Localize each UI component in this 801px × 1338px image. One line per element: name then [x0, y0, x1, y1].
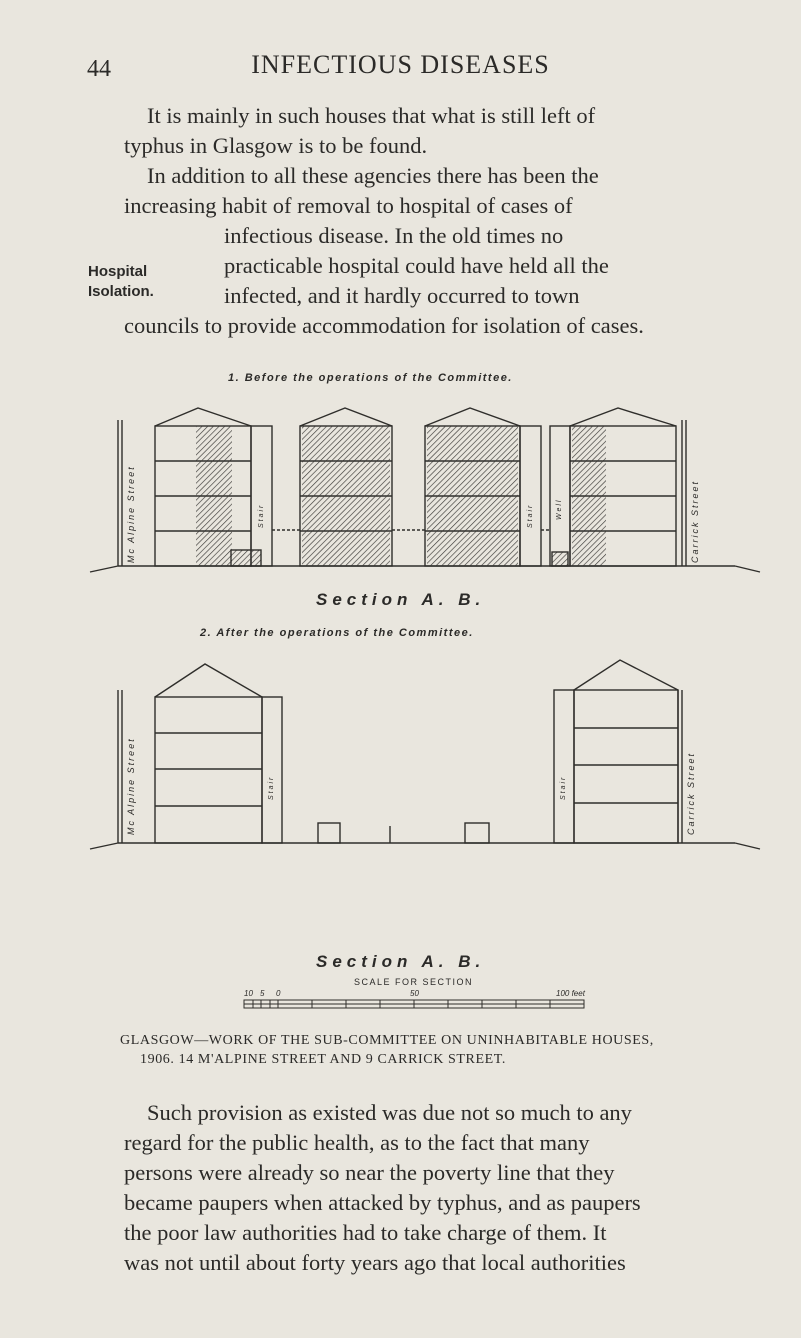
text-line: typhus in Glasgow is to be found.: [124, 133, 428, 158]
text-line: infectious disease. In the old times no: [224, 223, 564, 248]
stair-label: Stair: [560, 775, 567, 800]
well-label: Well: [556, 498, 563, 520]
street-label-left-1: Mc Alpine Street: [126, 465, 136, 563]
page-number: 44: [87, 56, 111, 82]
text-line: infected, and it hardly occurred to town: [224, 283, 580, 308]
section-2-after: [90, 660, 760, 849]
text-line: Such provision as existed was due not so much to any: [147, 1100, 632, 1125]
text-line: was not until about forty years ago that local authorities: [124, 1250, 626, 1275]
text-line: became paupers when attacked by typhus, and as paupers: [124, 1190, 641, 1215]
street-label-right-2: Carrick Street: [686, 751, 696, 835]
caption-line: 1906. 14 M'ALPINE STREET AND 9 CARRICK STREET.: [140, 1052, 507, 1067]
stair-label: Stair: [268, 775, 275, 800]
text-line: persons were already so near the poverty line that they: [124, 1160, 615, 1185]
street-label-right-1: Carrick Street: [690, 479, 700, 563]
scale-label: 50: [410, 989, 419, 998]
caption-line: GLASGOW—WORK OF THE SUB-COMMITTEE ON UNINHABITABLE HOUSES,: [120, 1033, 654, 1048]
scale-label: 0: [276, 989, 281, 998]
scale-label: 10: [244, 989, 253, 998]
text-line: It is mainly in such houses that what is still left of: [147, 103, 596, 128]
running-head: INFECTIOUS DISEASES: [251, 50, 550, 79]
paragraph-3: [124, 1098, 728, 1278]
section-caption-2: Section A. B.: [316, 952, 486, 971]
scale-bar: [244, 1000, 584, 1008]
text-line: increasing habit of removal to hospital of cases of: [124, 193, 573, 218]
section-1-before: [90, 408, 760, 572]
margin-note-line: Hospital: [88, 263, 148, 280]
figure-label-before: 1. Before the operations of the Committee.: [228, 372, 513, 384]
figure-label-after: 2. After the operations of the Committee.: [200, 627, 474, 639]
text-line: regard for the public health, as to the fact that many: [124, 1130, 590, 1155]
text-line: the poor law authorities had to take charge of them. It: [124, 1220, 607, 1245]
street-label-left-2: Mc Alpine Street: [126, 737, 136, 835]
margin-note-line: Isolation.: [88, 283, 154, 300]
stair-label: Stair: [258, 503, 265, 528]
scale-label: 100 feet: [556, 989, 585, 998]
text-line: councils to provide accommodation for isolation of cases.: [124, 313, 644, 338]
stair-label: Stair: [527, 503, 534, 528]
figure-caption: [120, 1031, 720, 1069]
text-line: In addition to all these agencies there has been the: [147, 163, 599, 188]
text-line: practicable hospital could have held all the: [224, 253, 609, 278]
scale-label: 5: [260, 989, 265, 998]
scale-title: SCALE FOR SECTION: [354, 977, 474, 987]
section-caption-1: Section A. B.: [316, 590, 486, 609]
